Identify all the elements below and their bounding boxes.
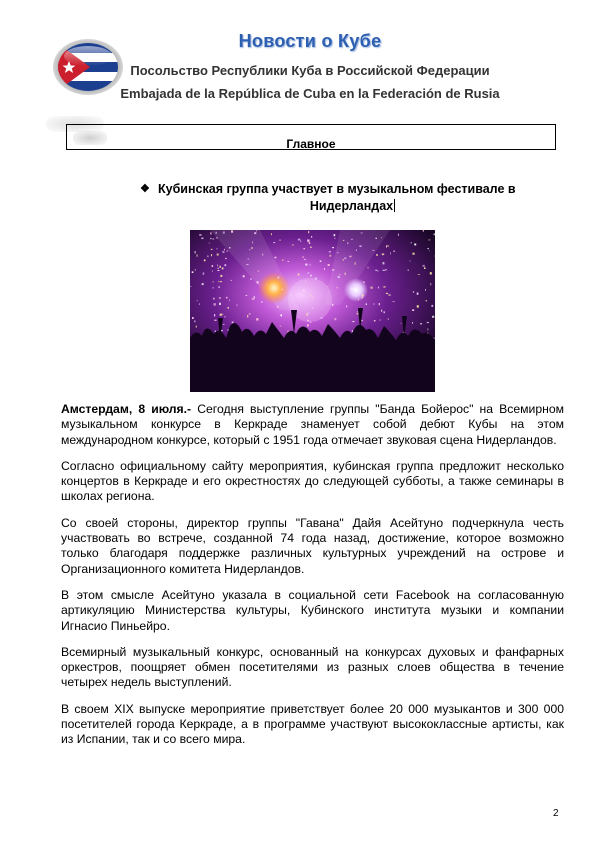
section-bar — [66, 124, 556, 150]
text-cursor — [394, 199, 395, 212]
subtitle-russian: Посольство Республики Куба в Российской Федерации — [130, 63, 490, 78]
subtitle-spanish: Embajada de la República de Cuba en la Federación de Rusia — [120, 86, 500, 101]
headline-line-1: Кубинская группа участвует в музыкальном фестивале в — [158, 182, 516, 196]
publication-title: Новости о Кубе — [238, 31, 382, 51]
paragraph-4: В этом смысле Асейтуно указала в социальной сети Facebook на согласованную артикуляцию Министерства культуры, Кубинского института музыки и компании Игнасио Пиньейро. — [61, 587, 564, 633]
page-number: 2 — [553, 808, 559, 819]
paragraph-2: Согласно официальному сайту мероприятия, кубинская группа предложит несколько концертов в Керкраде и его окрестностях до следующей субботы, а также семинары в школах региона. — [61, 458, 564, 504]
paragraph-1 — [61, 402, 564, 448]
headline-line-2: Нидерландах — [309, 199, 394, 213]
paragraph-6: В своем XIX выпуске мероприятие приветствует более 20 000 музыкантов и 300 000 посетителей города Керкраде, а в программе участвуют высококлассные артисты, как из Испании, так и со всего мира. — [61, 701, 564, 747]
article-body — [61, 402, 564, 759]
paragraph-1-text: Сегодня выступление группы "Банда Бойерос" на Всемирном музыкальном конкурсе в Керкраде знаменует собой дебют Кубы на этом международном конкурсе, который с 1951 года отмечает звуковая сцена Нидерландов. — [61, 402, 564, 447]
paragraph-5: Всемирный музыкальный конкурс, основанный на конкурсах духовых и фанфарных оркестров, поощряет обмен посетителями из разных слоев общества в течение четырех недель выступлений. — [61, 644, 564, 690]
section-label: Главное — [286, 137, 336, 151]
concert-photo — [190, 230, 435, 392]
paragraph-3: Со своей стороны, директор группы "Гавана" Дайя Асейтуно подчеркнула честь участвовать во встрече, созданной 74 года назад, достижение, которое возможно только благодаря поддержке различных культурных учреждений на острове и Организационного комитета Нидерландов. — [61, 515, 564, 576]
article-headline — [140, 181, 535, 215]
diamond-bullet-icon: ❖ — [140, 183, 150, 195]
dateline: Амстердам, 8 июля.- — [61, 402, 192, 416]
